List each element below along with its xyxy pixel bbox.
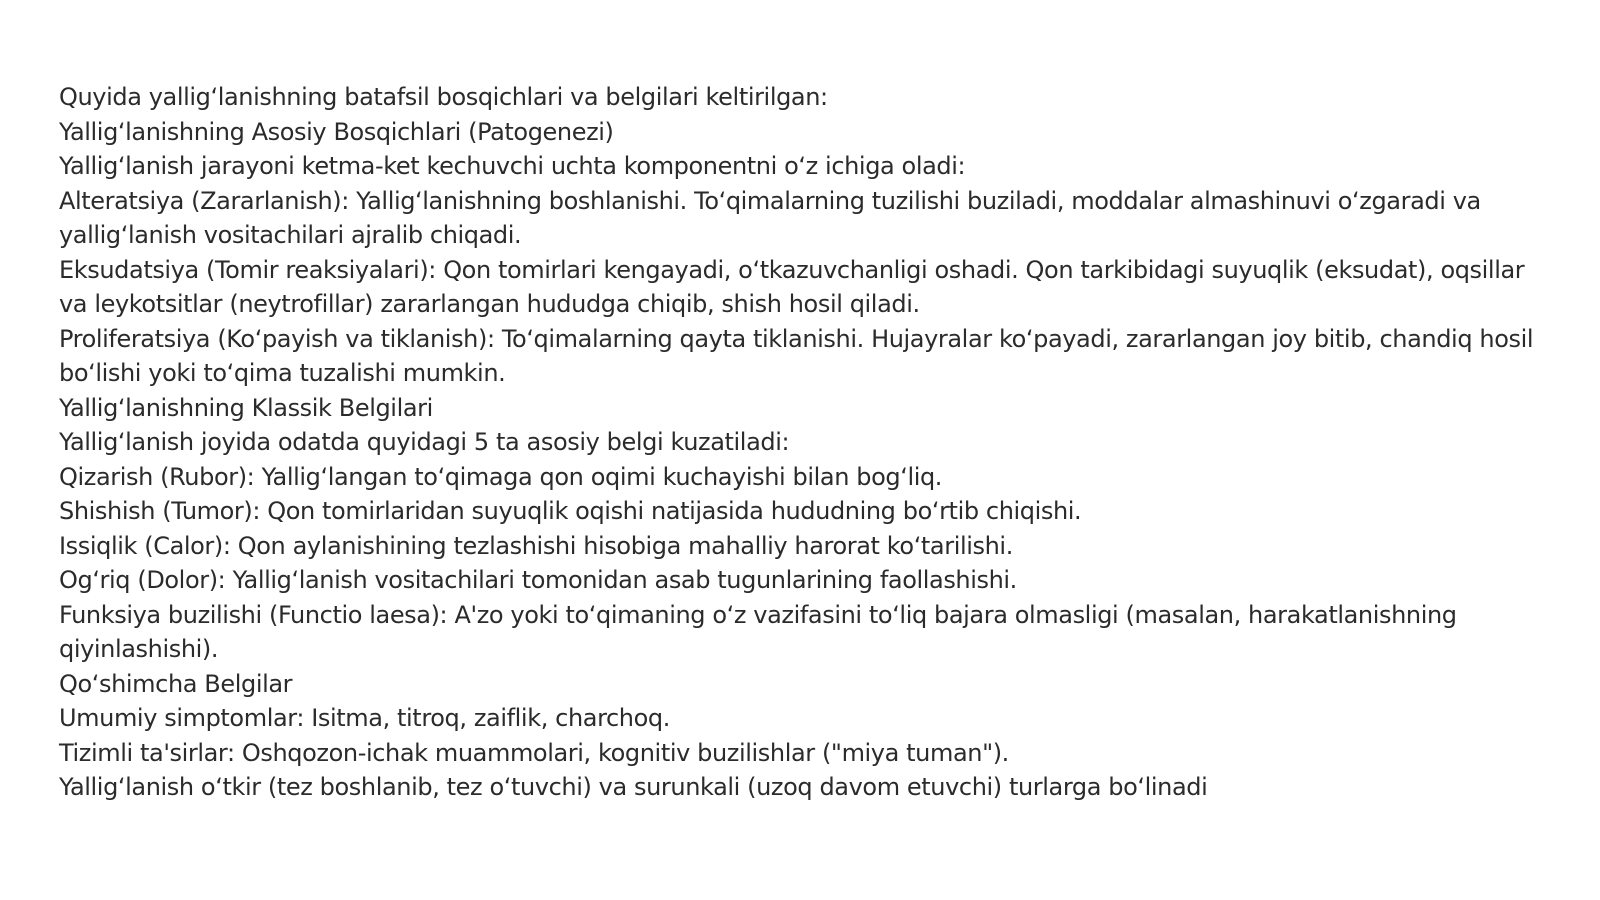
- stages-intro-text: Yallig‘lanish jarayoni ketma-ket kechuvchi uchta komponentni o‘z ichiga oladi:: [59, 152, 966, 180]
- sign-rubor: Qizarish (Rubor): Yallig‘langan to‘qimaga qon oqimi kuchayishi bilan bog‘liq.: [59, 462, 943, 491]
- sign-dolor: Og‘riq (Dolor): Yallig‘lanish vositachilari tomonidan asab tugunlarining faollashishi.: [59, 566, 1017, 594]
- section-heading-additional-signs: Qo‘shimcha Belgilar: [59, 669, 293, 698]
- systemic-effects: Tizimli ta'sirlar: Oshqozon-ichak muammolari, kognitiv buzilishlar ("miya tuman").: [59, 738, 1009, 767]
- stage-alteration: Alteratsiya (Zararlanish): Yallig‘lanishning boshlanishi. To‘qimalarning tuzilishi buziladi, moddalar almashinuvi o‘zgaradi va yallig‘lanish vositachilari ajralib chiqadi.: [59, 186, 1481, 249]
- section-heading-classic-signs: Yallig‘lanishning Klassik Belgilari: [59, 393, 433, 422]
- sign-calor: Issiqlik (Calor): Qon aylanishining tezlashishi hisobiga mahalliy harorat ko‘tarilishi.: [59, 531, 1013, 560]
- document-body: [59, 80, 1554, 805]
- intro-text: Quyida yallig‘lanishning batafsil bosqichlari va belgilari keltirilgan:: [59, 83, 828, 111]
- classic-signs-intro-text: Yallig‘lanish joyida odatda quyidagi 5 ta asosiy belgi kuzatiladi:: [59, 428, 790, 456]
- conclusion-text: Yallig‘lanish o‘tkir (tez boshlanib, tez o‘tuvchi) va surunkali (uzoq davom etuvchi) turlarga bo‘linadi: [59, 773, 1208, 801]
- section-heading-stages: Yallig‘lanishning Asosiy Bosqichlari (Patogenezi): [59, 117, 614, 146]
- stage-proliferation: Proliferatsiya (Ko‘payish va tiklanish): To‘qimalarning qayta tiklanishi. Hujayralar ko‘payadi, zararlangan joy bitib, chandiq hosil bo‘lishi yoki to‘qima tuzalishi mumkin.: [59, 324, 1534, 387]
- sign-tumor: Shishish (Tumor): Qon tomirlaridan suyuqlik oqishi natijasida hududning bo‘rtib chiqishi.: [59, 497, 1082, 525]
- general-symptoms: Umumiy simptomlar: Isitma, titroq, zaiflik, charchoq.: [59, 704, 670, 732]
- stage-exudation: Eksudatsiya (Tomir reaksiyalari): Qon tomirlari kengayadi, o‘tkazuvchanligi oshadi. Qon tarkibidagi suyuqlik (eksudat), oqsillar va leykotsitlar (neytrofillar) zararlangan hududga chiqib, shish hosil qiladi.: [59, 255, 1525, 318]
- sign-functio-laesa: Funksiya buzilishi (Functio laesa): A'zo yoki to‘qimaning o‘z vazifasini to‘liq bajara olmasligi (masalan, harakatlanishning qiyinlashishi).: [59, 600, 1457, 663]
